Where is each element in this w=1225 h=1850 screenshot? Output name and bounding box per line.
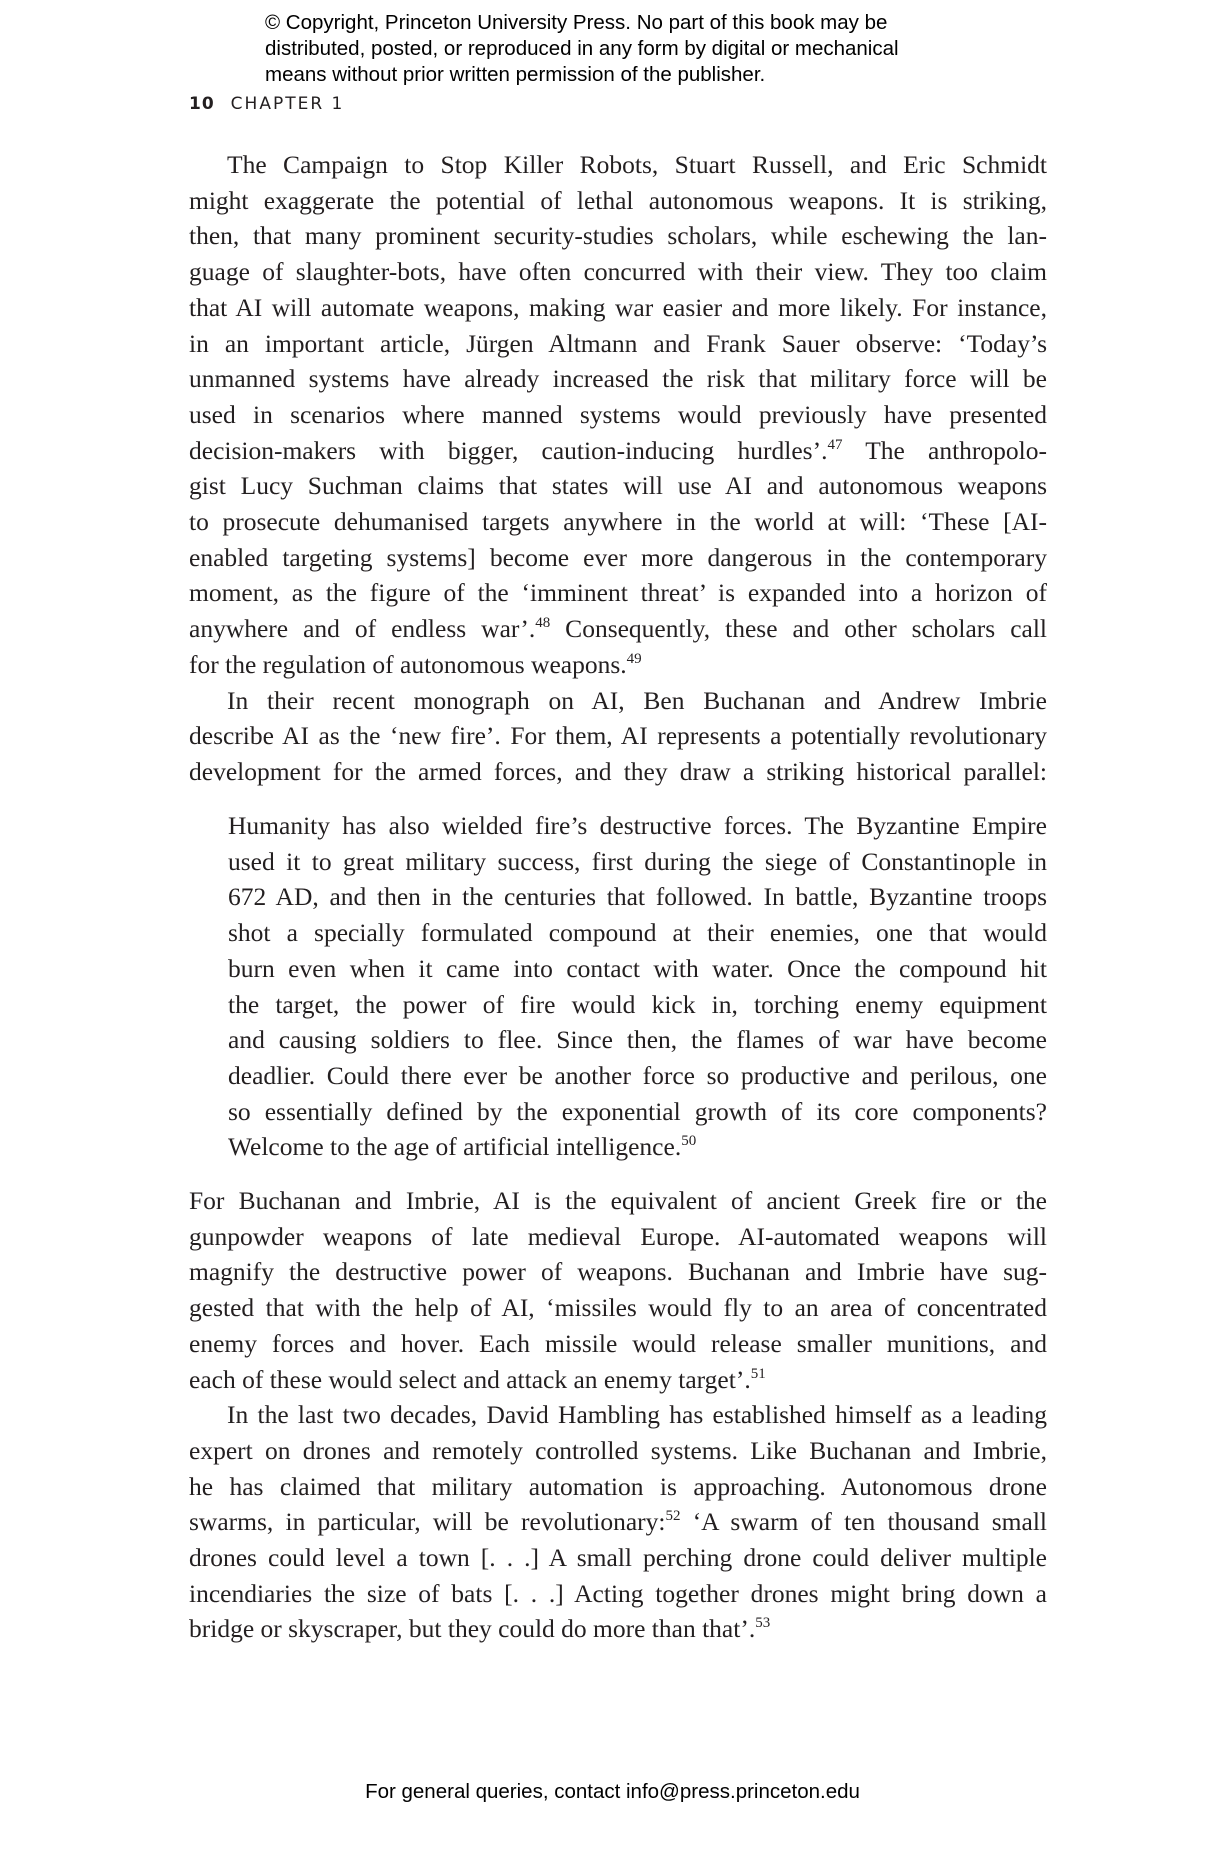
- page-number: 10: [189, 94, 215, 114]
- line-text: enemy forces and hover. Each missile would release smaller munitions, and: [189, 1328, 1047, 1358]
- text-line: [228, 1022, 1047, 1058]
- text-line: [228, 1094, 1047, 1130]
- line-text: in an important article, Jürgen Altmann and Frank Sauer observe: ‘Today’s: [189, 328, 1047, 358]
- copyright-notice: [265, 10, 899, 88]
- text-line: [189, 468, 1047, 504]
- text-line: [189, 397, 1047, 433]
- line-text: might exaggerate the potential of lethal autonomous weapons. It is striking,: [189, 185, 1047, 215]
- line-text: The Campaign to Stop Killer Robots, Stuart Russell, and Eric Schmidt: [227, 150, 1047, 179]
- text-line: [189, 290, 1047, 326]
- text-line: [189, 1183, 1047, 1219]
- text-line: [189, 1219, 1047, 1255]
- text-line: [228, 987, 1047, 1023]
- footnote-ref: 51: [750, 1365, 766, 1382]
- text-line: [189, 1326, 1047, 1362]
- text-line: [189, 611, 1047, 647]
- line-text: magnify the destructive power of weapons. Buchanan and Imbrie have sug-: [189, 1257, 1047, 1287]
- line-text: incendiaries the size of bats [. . .] Acting together drones might bring down a: [189, 1578, 1047, 1608]
- footnote-ref: 47: [827, 436, 843, 453]
- line-text: for the regulation of autonomous weapons.: [189, 649, 627, 679]
- text-line: [189, 1254, 1047, 1290]
- text-line: [189, 1433, 1047, 1469]
- line-text: For Buchanan and Imbrie, AI is the equivalent of ancient Greek fire or the: [189, 1186, 1047, 1215]
- text-line: [228, 808, 1047, 844]
- line-text: that AI will automate weapons, making war easier and more likely. For instance,: [189, 292, 1047, 322]
- line-text: burn even when it came into contact with water. Once the compound hit: [228, 953, 1047, 983]
- text-line: [189, 1504, 1047, 1540]
- text-line: [228, 1129, 1047, 1165]
- line-text: gunpowder weapons of late medieval Europe. AI-automated weapons will: [189, 1221, 1047, 1251]
- line-text: so essentially defined by the exponential growth of its core components?: [228, 1096, 1047, 1126]
- text-line: [189, 361, 1047, 397]
- line-text: the target, the power of fire would kick in, torching enemy equipment: [228, 989, 1047, 1019]
- line-text: to prosecute dehumanised targets anywhere in the world at will: ‘These [AI-: [189, 507, 1047, 537]
- line-text: Welcome to the age of artificial intelligence.: [228, 1132, 682, 1162]
- line-text: used it to great military success, first during the siege of Constantinople in: [228, 846, 1047, 876]
- body-text: [189, 147, 1047, 790]
- line-text: drones could level a town [. . .] A small perching drone could deliver multiple: [189, 1543, 1047, 1573]
- line-text: expert on drones and remotely controlled systems. Like Buchanan and Imbrie,: [189, 1435, 1047, 1465]
- line-text: describe AI as the ‘new fire’. For them, AI represents a potentially revolutionary: [189, 721, 1047, 751]
- text-line: [189, 254, 1047, 290]
- copyright-line: distributed, posted, or reproduced in any form by digital or mechanical: [265, 37, 899, 60]
- text-line: [189, 147, 1047, 183]
- line-text: Consequently, these and other scholars call: [550, 614, 1048, 644]
- line-text: anywhere and of endless war’.: [189, 614, 536, 644]
- text-line: [189, 1362, 1047, 1398]
- footnote-ref: 48: [535, 615, 551, 632]
- text-line: [189, 718, 1047, 754]
- text-line: [189, 1576, 1047, 1612]
- text-line: [189, 647, 1047, 683]
- line-text: development for the armed forces, and they draw a striking historical parallel:: [189, 756, 1047, 786]
- line-text: shot a specially formulated compound at their enemies, one that would: [228, 918, 1047, 948]
- text-line: [189, 433, 1047, 469]
- line-text: swarms, in particular, will be revolutionary:: [189, 1507, 666, 1537]
- line-text: moment, as the figure of the ‘imminent threat’ is expanded into a horizon of: [189, 578, 1047, 608]
- line-text: each of these would select and attack an enemy target’.: [189, 1364, 751, 1394]
- line-text: gist Lucy Suchman claims that states will use AI and autonomous weapons: [189, 471, 1047, 501]
- line-text: unmanned systems have already increased the risk that military force will be: [189, 364, 1047, 394]
- text-line: [228, 1058, 1047, 1094]
- line-text: The anthropolo-: [842, 435, 1047, 465]
- text-line: [189, 326, 1047, 362]
- footnote-ref: 53: [755, 1615, 771, 1632]
- line-text: ‘A swarm of ten thousand small: [680, 1507, 1047, 1537]
- line-text: then, that many prominent security-studies scholars, while eschewing the lan-: [189, 221, 1047, 251]
- line-text: Humanity has also wielded fire’s destructive forces. The Byzantine Empire: [228, 811, 1047, 840]
- text-line: [189, 575, 1047, 611]
- running-head: [189, 94, 344, 114]
- block-quote: [228, 808, 1047, 1165]
- line-text: 672 AD, and then in the centuries that followed. In battle, Byzantine troops: [228, 882, 1047, 912]
- text-line: [189, 540, 1047, 576]
- text-line: [189, 218, 1047, 254]
- body-text-continued: [189, 1183, 1047, 1647]
- copyright-line: © Copyright, Princeton University Press. No part of this book may be: [265, 11, 888, 34]
- text-line: [228, 879, 1047, 915]
- text-line: [189, 1397, 1047, 1433]
- line-text: deadlier. Could there ever be another force so productive and perilous, one: [228, 1060, 1047, 1090]
- line-text: and causing soldiers to flee. Since then, the flames of war have become: [228, 1025, 1047, 1055]
- line-text: In their recent monograph on AI, Ben Buchanan and Andrew Imbrie: [227, 685, 1047, 715]
- text-line: [189, 1611, 1047, 1647]
- line-text: enabled targeting systems] become ever more dangerous in the contemporary: [189, 542, 1047, 572]
- line-text: he has claimed that military automation is approaching. Autonomous drone: [189, 1471, 1047, 1501]
- footnote-ref: 50: [681, 1133, 697, 1150]
- text-line: [189, 1290, 1047, 1326]
- text-line: [189, 504, 1047, 540]
- line-text: decision-makers with bigger, caution-inducing hurdles’.: [189, 435, 828, 465]
- copyright-line: means without prior written permission of the publisher.: [265, 63, 766, 86]
- text-line: [189, 754, 1047, 790]
- text-line: [189, 183, 1047, 219]
- text-line: [189, 1540, 1047, 1576]
- text-line: [189, 683, 1047, 719]
- footnote-ref: 49: [626, 650, 642, 667]
- text-line: [228, 844, 1047, 880]
- line-text: bridge or skyscraper, but they could do more than that’.: [189, 1614, 756, 1644]
- line-text: guage of slaughter-bots, have often concurred with their view. They too claim: [189, 257, 1047, 287]
- line-text: gested that with the help of AI, ‘missiles would fly to an area of concentrated: [189, 1293, 1047, 1323]
- chapter-label: CHAPTER 1: [230, 94, 345, 114]
- line-text: used in scenarios where manned systems would previously have presented: [189, 399, 1047, 429]
- footer-contact: For general queries, contact info@press.princeton.edu: [365, 1780, 860, 1803]
- text-line: [228, 951, 1047, 987]
- text-line: [228, 915, 1047, 951]
- line-text: In the last two decades, David Hambling has established himself as a leading: [227, 1400, 1047, 1430]
- text-line: [189, 1469, 1047, 1505]
- footnote-ref: 52: [665, 1508, 681, 1525]
